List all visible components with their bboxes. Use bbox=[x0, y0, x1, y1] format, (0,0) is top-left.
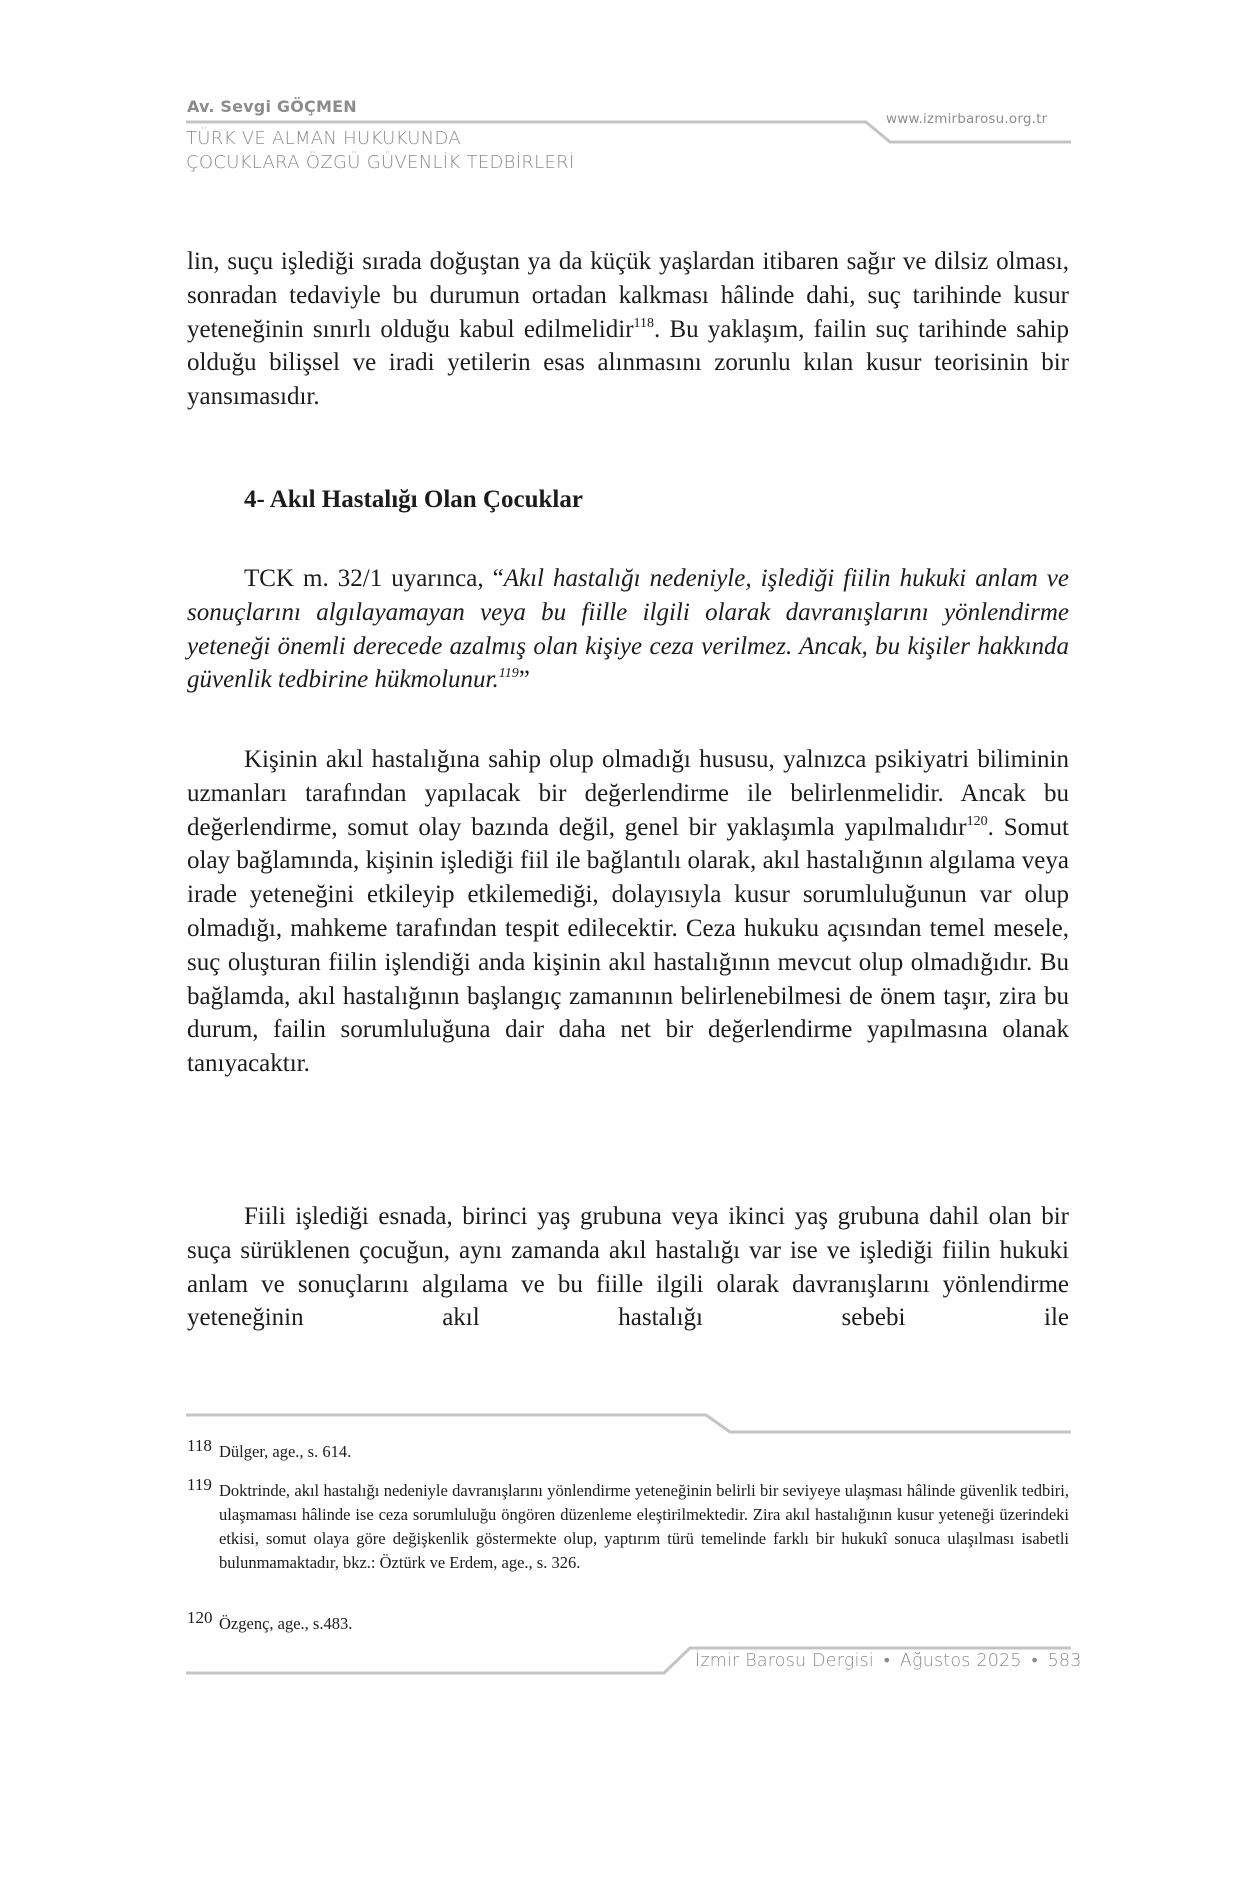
footnote-number: 119 bbox=[187, 1475, 212, 1494]
footnote-119 bbox=[187, 1475, 1069, 1575]
page-number: 583 bbox=[1047, 1651, 1082, 1671]
paragraph-1-text: lin, suçu işlediği sırada doğuştan ya da küçük yaşlardan itibaren sağır ve dilsiz olması, sonradan tedaviyle bu durumun ortadan kalkması hâlinde dahi, suç tarihinde kusur yeteneğinin sınırlı olduğu kabul edilmelidir bbox=[187, 248, 1069, 343]
header-website-link[interactable]: www.izmirbarosu.org.tr bbox=[886, 111, 1048, 127]
paragraph-1-text-cont: . Bu yaklaşım, failin suç tarihinde sahip olduğu bilişsel ve iradi yetilerin esas alınmasını zorunlu kılan kusur teorisinin bir yansımasıdır. bbox=[187, 315, 1069, 411]
paragraph-3-text: Kişinin akıl hastalığına sahip olup olmadığı hususu, yalnızca psikiyatri biliminin uzmanları tarafından yapılacak bir değerlendirme ile belirlenmelidir. Ancak bu değerlendirme, somut olay bazında değil, genel bir yaklaşımla yapılmalıdır bbox=[187, 746, 1069, 841]
paragraph-3-text-cont: . Somut olay bağlamında, kişinin işlediği fiil ile bağlantılı olarak, akıl hastalığının algılama veya irade yeteneğini etkileyip etkilemediği, dolayısıyla kusur sorumluluğunun var olup olmadığı, mahkeme tarafından tespit edilecektir. Ceza hukuku açısından temel mesele, suç oluşturan fiilin işlendiği anda kişinin akıl hastalığının mevcut olup olmadığıdır. Bu bağlamda, akıl hastalığının başlangıç zamanının belirlenebilmesi de önem taşır, zira bu durum, failin sorumluluğuna dair daha net bir değerlendirme yapılmasına olanak tanıyacaktır. bbox=[187, 813, 1069, 1078]
footnote-120 bbox=[187, 1608, 1069, 1636]
footnote-text: Doktrinde, akıl hastalığı nedeniyle davranışlarını yönlendirme yeteneğinin belirli bir seviyeye ulaşması hâlinde güvenlik tedbiri, ulaşmaması hâlinde ise ceza sorumluluğu öngören düzenleme eleştirilmektedir. Zira akıl hastalığının kusur yeteneği üzerindeki etkisi, somut olaya göre değişkenlik göstermekte olup, yaptırım türü temelinde farklı bir hukukî sonuca ulaşılması isabetli bulunmamaktadır, bkz.: Öztürk ve Erdem, age., s. 326. bbox=[219, 1481, 1069, 1572]
paragraph-2 bbox=[187, 562, 1069, 697]
statute-quote: Akıl hastalığı nedeniyle, işlediği fiilin hukuki anlam ve sonuçlarını algılayamayan veya bu fiille ilgili olarak davranışlarını yönlendirme yeteneği önemli derecede azalmış olan kişiye ceza verilmez. Ancak, bu kişiler hakkında güvenlik tedbirine hükmolunur. bbox=[187, 565, 1069, 694]
footnote-ref-119[interactable]: 119 bbox=[498, 666, 519, 682]
footnote-ref-120[interactable]: 120 bbox=[966, 813, 988, 829]
footer-separator: • bbox=[1031, 1651, 1038, 1671]
footer-separator: • bbox=[883, 1651, 891, 1671]
header-author: Av. Sevgi GÖÇMEN bbox=[187, 97, 357, 116]
footnote-separator-rule bbox=[186, 1415, 1071, 1432]
footnote-text: Dülger, age., s. 614. bbox=[219, 1442, 352, 1461]
header-article-title bbox=[186, 127, 575, 175]
paragraph-2-lead: TCK m. 32/1 uyarınca, “ bbox=[244, 565, 504, 592]
footnote-number: 118 bbox=[187, 1436, 212, 1455]
footer-issue-date: Ağustos 2025 bbox=[899, 1651, 1022, 1671]
footnote-text: Özgenç, age., s.483. bbox=[219, 1614, 353, 1633]
footnote-118 bbox=[187, 1436, 1069, 1464]
footnote-ref-118[interactable]: 118 bbox=[633, 315, 655, 331]
footnote-number: 120 bbox=[187, 1608, 213, 1627]
paragraph-1 bbox=[187, 245, 1069, 414]
footer-journal-name: İzmir Barosu Dergisi bbox=[695, 1651, 874, 1671]
page-footer bbox=[695, 1650, 1082, 1671]
paragraph-4 bbox=[187, 1200, 1069, 1335]
header-title-line-1: TÜRK VE ALMAN HUKUKUNDA bbox=[186, 128, 461, 149]
paragraph-4-text: Fiili işlediği esnada, birinci yaş grubuna veya ikinci yaş grubuna dahil olan bir suça sürüklenen çocuğun, aynı zamanda akıl hastalığı var ise ve işlediği fiilin hukuki anlam ve sonuçlarını algılama ve bu fiille ilgili olarak davranışlarını yönlendirme yeteneğinin akıl hastalığı sebebi ile bbox=[187, 1203, 1069, 1332]
paragraph-3 bbox=[187, 743, 1069, 1081]
quote-close: ” bbox=[518, 666, 530, 694]
section-heading: 4- Akıl Hastalığı Olan Çocuklar bbox=[244, 486, 583, 513]
header-title-line-2: ÇOCUKLARA ÖZGÜ GÜVENLİK TEDBİRLERİ bbox=[186, 152, 575, 173]
